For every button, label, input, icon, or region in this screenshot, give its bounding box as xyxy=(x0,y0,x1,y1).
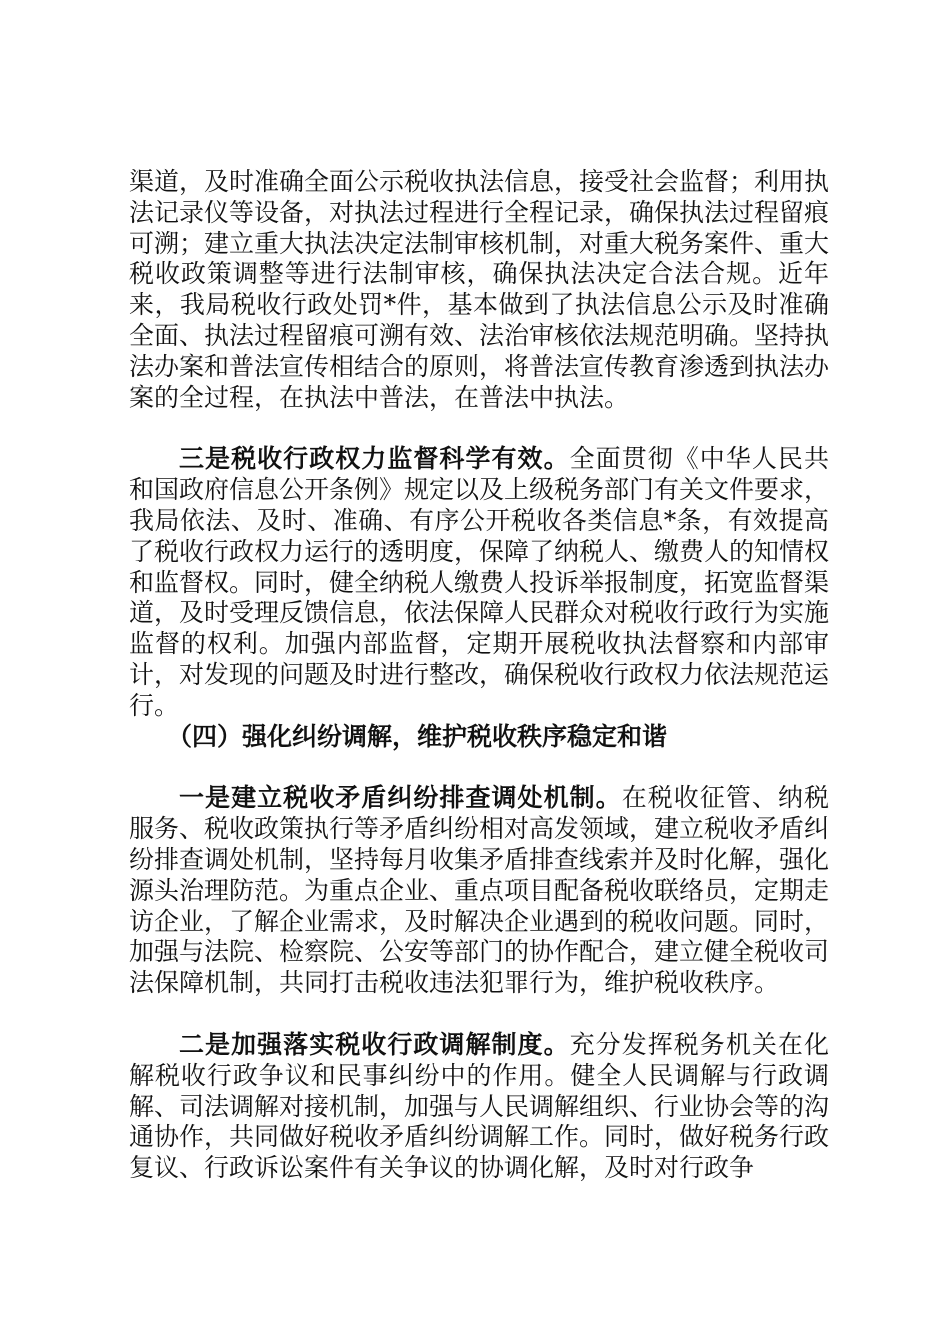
document-body xyxy=(129,167,829,1184)
paragraph-lead-mediation: 二是加强落实税收行政调解制度。 xyxy=(179,1029,570,1059)
paragraph-power-supervision xyxy=(129,444,829,721)
paragraph-administrative-mediation xyxy=(129,1030,829,1184)
paragraph-lead-screening: 一是建立税收矛盾纠纷排查调处机制。 xyxy=(179,783,622,813)
paragraph-body-mediation: 充分发挥税务机关在化解税收行政争议和民事纠纷中的作用。健全人民调解与行政调解、司法调解对接机制，加强与人民调解组织、行业协会等的沟通协作，共同做好税收矛盾纠纷调解工作。同时，做好税务行政复议、行政诉讼案件有关争议的协调化解，及时对行政争 xyxy=(129,1029,830,1183)
paragraph-dispute-screening xyxy=(129,783,829,999)
paragraph-body-screening: 在税收征管、纳税服务、税收政策执行等矛盾纠纷相对高发领域，建立税收矛盾纠纷排查调处机制，坚持每月收集矛盾排查线索并及时化解，强化源头治理防范。为重点企业、重点项目配备税收联络员，定期走访企业，了解企业需求，及时解决企业遇到的税收问题。同时，加强与法院、检察院、公安等部门的协作配合，建立健全税收司法保障机制，共同打击税收违法犯罪行为，维护税收秩序。 xyxy=(129,783,830,998)
paragraph-lead-supervision: 三是税收行政权力监督科学有效。 xyxy=(179,444,570,474)
paragraph-body-supervision: 全面贯彻《中华人民共和国政府信息公开条例》规定以及上级税务部门有关文件要求，我局依法、及时、准确、有序公开税收各类信息*条，有效提高了税收行政权力运行的透明度，保障了纳税人、缴费人的知情权和监督权。同时，健全纳税人缴费人投诉举报制度，拓宽监督渠道，及时受理反馈信息，依法保障人民群众对税收行政行为实施监督的权利。加强内部监督，定期开展税收执法督察和内部审计，对发现的问题及时进行整改，确保税收行政权力依法规范运行。 xyxy=(129,444,830,720)
section-heading-dispute-mediation: （四）强化纠纷调解，维护税收秩序稳定和谐 xyxy=(167,721,668,751)
paragraph-law-enforcement-transparency: 渠道，及时准确全面公示税收执法信息，接受社会监督；利用执法记录仪等设备，对执法过程进行全程记录，确保执法过程留痕可溯；建立重大执法决定法制审核机制，对重大税务案件、重大税收政策调整等进行法制审核，确保执法决定合法合规。近年来，我局税收行政处罚*件，基本做到了执法信息公示及时准确全面、执法过程留痕可溯有效、法治审核依法规范明确。坚持执法办案和普法宣传相结合的原则，将普法宣传教育渗透到执法办案的全过程，在执法中普法，在普法中执法。 xyxy=(129,167,830,412)
